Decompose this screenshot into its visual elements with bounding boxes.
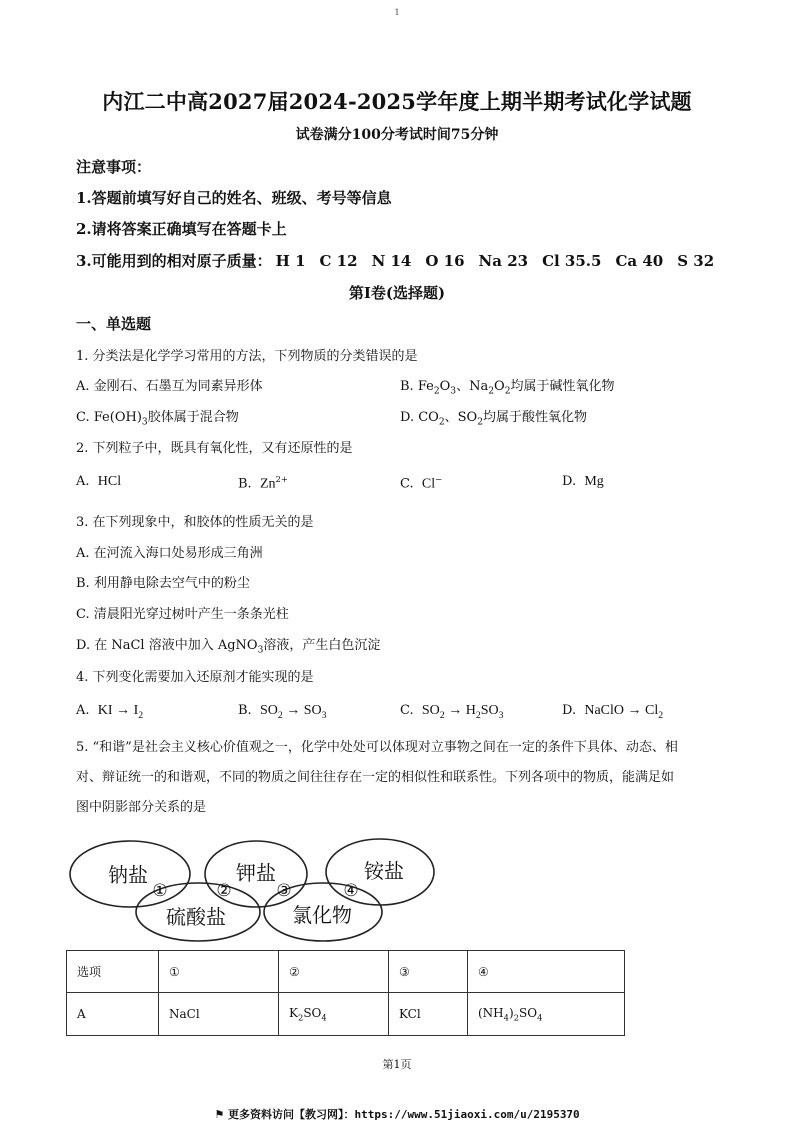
q4-option-d: D. NaClO → $Cl_2$ — [562, 703, 664, 721]
q2-option-c: C. Cl− — [400, 474, 443, 492]
region-marker-1: ① — [152, 881, 168, 901]
page-mark: 1 — [394, 8, 400, 17]
q5-stem — [76, 733, 722, 823]
options-table — [66, 950, 625, 1036]
atomic-mass: O 16 — [425, 252, 465, 270]
part-title: 第Ⅰ卷(选择题) — [348, 284, 446, 302]
q1-option-d: D. $CO_2$、$SO_2$均属于酸性氧化物 — [400, 410, 588, 428]
table-cell: $K_2SO_4$ — [279, 993, 389, 1036]
sulfate-label: 硫酸盐 — [166, 905, 226, 929]
table-header-cell: ③ — [389, 951, 468, 993]
q3-option-d: D. 在 NaCl 溶液中加入 AgNO$_3$溶液，产生白色沉淀 — [76, 638, 381, 656]
table-cell: NaCl — [159, 993, 279, 1036]
exam-subtitle: 试卷满分100分考试时间75分钟 — [295, 127, 499, 143]
note-item-3-label: 3.可能用到的相对原子质量： — [76, 252, 272, 270]
q2-option-a: A. HCl — [76, 474, 122, 489]
q4-stem: 4. 下列变化需要加入还原剂才能实现的是 — [76, 670, 314, 685]
note-item-2: 2.请将答案正确填写在答题卡上 — [76, 220, 287, 238]
q4-option-c: C. $SO_2 \to H_2SO_3$ — [400, 703, 504, 721]
q5-line-3: 图中阴影部分关系的是 — [76, 800, 207, 815]
table-header-cell: ④ — [468, 951, 625, 993]
table-header-cell: ② — [279, 951, 389, 993]
q3-option-c: C. 清晨阳光穿过树叶产生一条条光柱 — [76, 607, 289, 622]
sodium-salt-label: 钠盐 — [108, 863, 148, 887]
q2-option-b: B. $Zn^{2+}$ — [238, 474, 288, 492]
table-cell: KCl — [389, 993, 468, 1036]
page-footer: 第1页 — [382, 1058, 412, 1071]
q1-stem: 1. 分类法是化学学习常用的方法，下列物质的分类错误的是 — [76, 349, 418, 364]
ammonium-salt-label: 铵盐 — [364, 859, 404, 883]
atomic-mass: Ca 40 — [615, 252, 664, 270]
table-cell: $(NH_4)_2SO_4$ — [468, 993, 625, 1036]
potassium-salt-label: 钾盐 — [236, 861, 276, 885]
table-row — [67, 993, 625, 1036]
q1-option-c: C. $Fe(OH)_3$胶体属于混合物 — [76, 410, 239, 428]
table-header-cell: ① — [159, 951, 279, 993]
note-item-3 — [76, 250, 728, 271]
region-marker-3: ③ — [276, 881, 292, 901]
atomic-mass: Na 23 — [478, 252, 529, 270]
q5-line-1: 5. “和谐”是社会主义核心价值观之一，化学中处处可以体现对立事物之间在一定的条件下具体、动态、相 — [76, 740, 678, 755]
atomic-mass: N 14 — [371, 252, 412, 270]
exam-title: 内江二中高2027届2024-2025学年度上期半期考试化学试题 — [102, 89, 692, 114]
q4-option-a: A. KI → $I_2$ — [76, 703, 144, 721]
note-item-1: 1.答题前填写好自己的姓名、班级、考号等信息 — [76, 189, 392, 207]
q3-option-a: A. 在河流入海口处易形成三角洲 — [76, 546, 263, 561]
q2-option-d: D. Mg — [562, 474, 604, 489]
table-header-row — [67, 951, 625, 993]
q1-option-b: B. $Fe_2O_3$、$Na_2O_2$均属于碱性氧化物 — [400, 379, 615, 397]
atomic-mass: S 32 — [677, 252, 715, 270]
flag-icon: ⚑ — [214, 1108, 229, 1121]
banner-text: 更多资料访问【教习网】：https://www.51jiaoxi.com/u/2195370 — [228, 1108, 580, 1121]
salt-classification-diagram — [66, 832, 446, 944]
table-cell-option: A — [67, 993, 159, 1036]
atomic-mass: Cl 35.5 — [542, 252, 602, 270]
resource-link-banner[interactable] — [0, 1106, 794, 1122]
chloride-label: 氯化物 — [292, 903, 352, 927]
q3-option-b: B. 利用静电除去空气中的粉尘 — [76, 576, 250, 591]
atomic-mass: H 1 — [275, 252, 306, 270]
notes-heading: 注意事项： — [76, 158, 152, 176]
q4-option-b: B. $SO_2 \to SO_3$ — [238, 703, 327, 721]
q5-line-2: 对、辩证统一的和谐观，不同的物质之间往往存在一定的相似性和联系性。下列各项中的物质，能满足如 — [76, 770, 675, 785]
table-header-cell: 选项 — [67, 951, 159, 993]
region-marker-2: ② — [216, 881, 232, 901]
region-marker-4: ④ — [343, 881, 359, 901]
q2-stem: 2. 下列粒子中，既具有氧化性，又有还原性的是 — [76, 441, 353, 456]
q3-stem: 3. 在下列现象中，和胶体的性质无关的是 — [76, 515, 314, 530]
section-title: 一、单选题 — [76, 315, 152, 333]
q1-option-a: A. 金刚石、石墨互为同素异形体 — [76, 379, 263, 394]
atomic-mass: C 12 — [319, 252, 358, 270]
